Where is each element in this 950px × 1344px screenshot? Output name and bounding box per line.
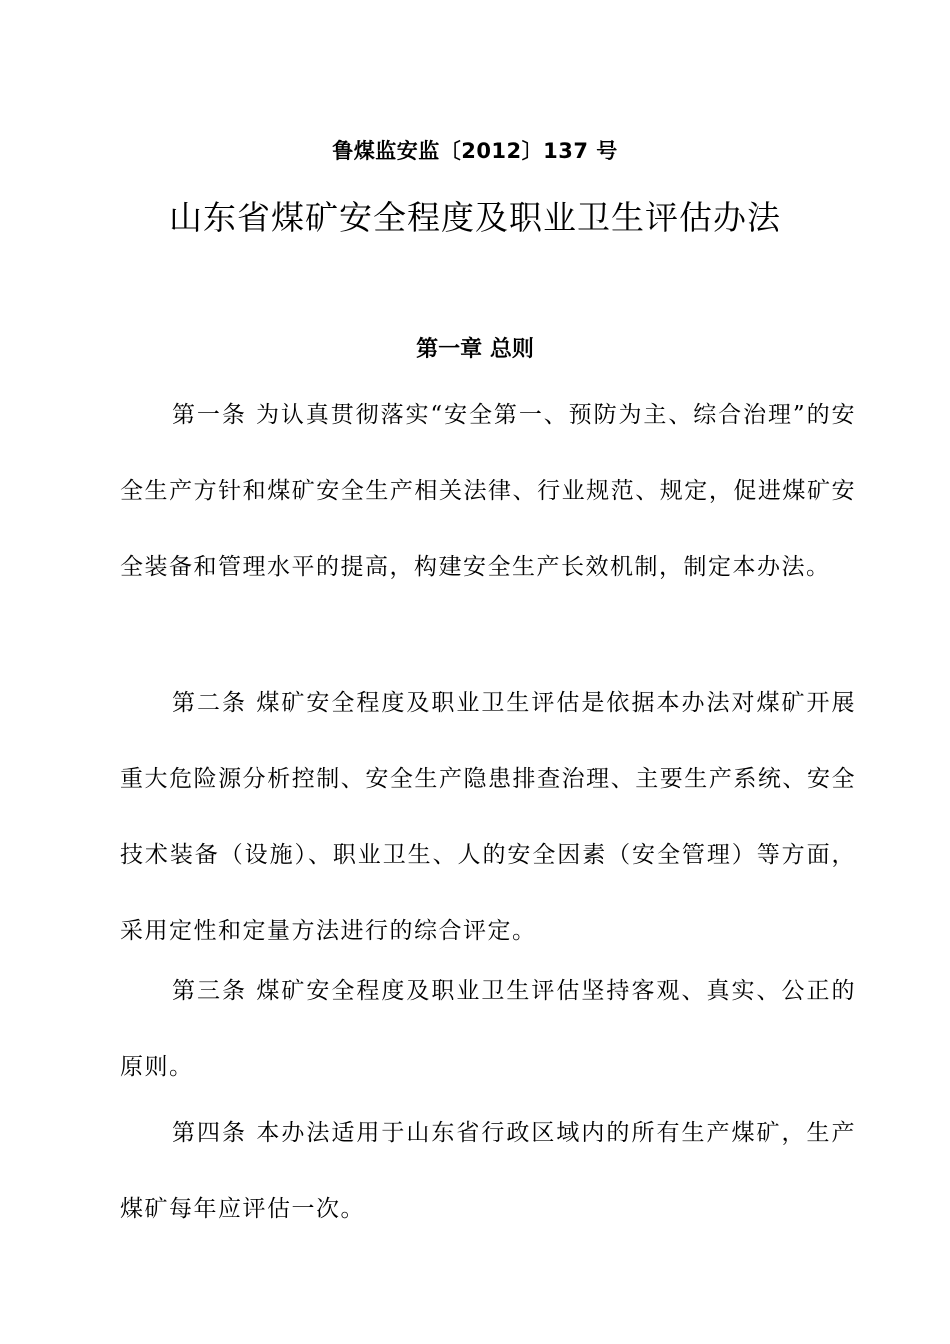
article-paragraph-3: 第三条 煤矿安全程度及职业卫生评估坚持客观、真实、公正的原则。 [120,978,856,1080]
article-paragraph-4: 第四条 本办法适用于山东省行政区域内的所有生产煤矿，生产煤矿每年应评估一次。 [120,1120,856,1222]
article-paragraph-2: 第二条 煤矿安全程度及职业卫生评估是依据本办法对煤矿开展重大危险源分析控制、安全生产隐患排查治理、主要生产系统、安全技术装备（设施）、职业卫生、人的安全因素（安全管理）等方面，采用定性和定量方法进行的综合评定。 [120,690,856,944]
document-title: 山东省煤矿安全程度及职业卫生评估办法 [169,198,781,237]
document-number: 鲁煤监安监〔2012〕137 号 [332,139,618,163]
chapter-heading: 第一章 总则 [416,337,534,362]
article-paragraph-1: 第一条 为认真贯彻落实“安全第一、预防为主、综合治理”的安全生产方针和煤矿安全生产相关法律、行业规范、规定，促进煤矿安全装备和管理水平的提高，构建安全生产长效机制，制定本办法。 [120,402,856,580]
